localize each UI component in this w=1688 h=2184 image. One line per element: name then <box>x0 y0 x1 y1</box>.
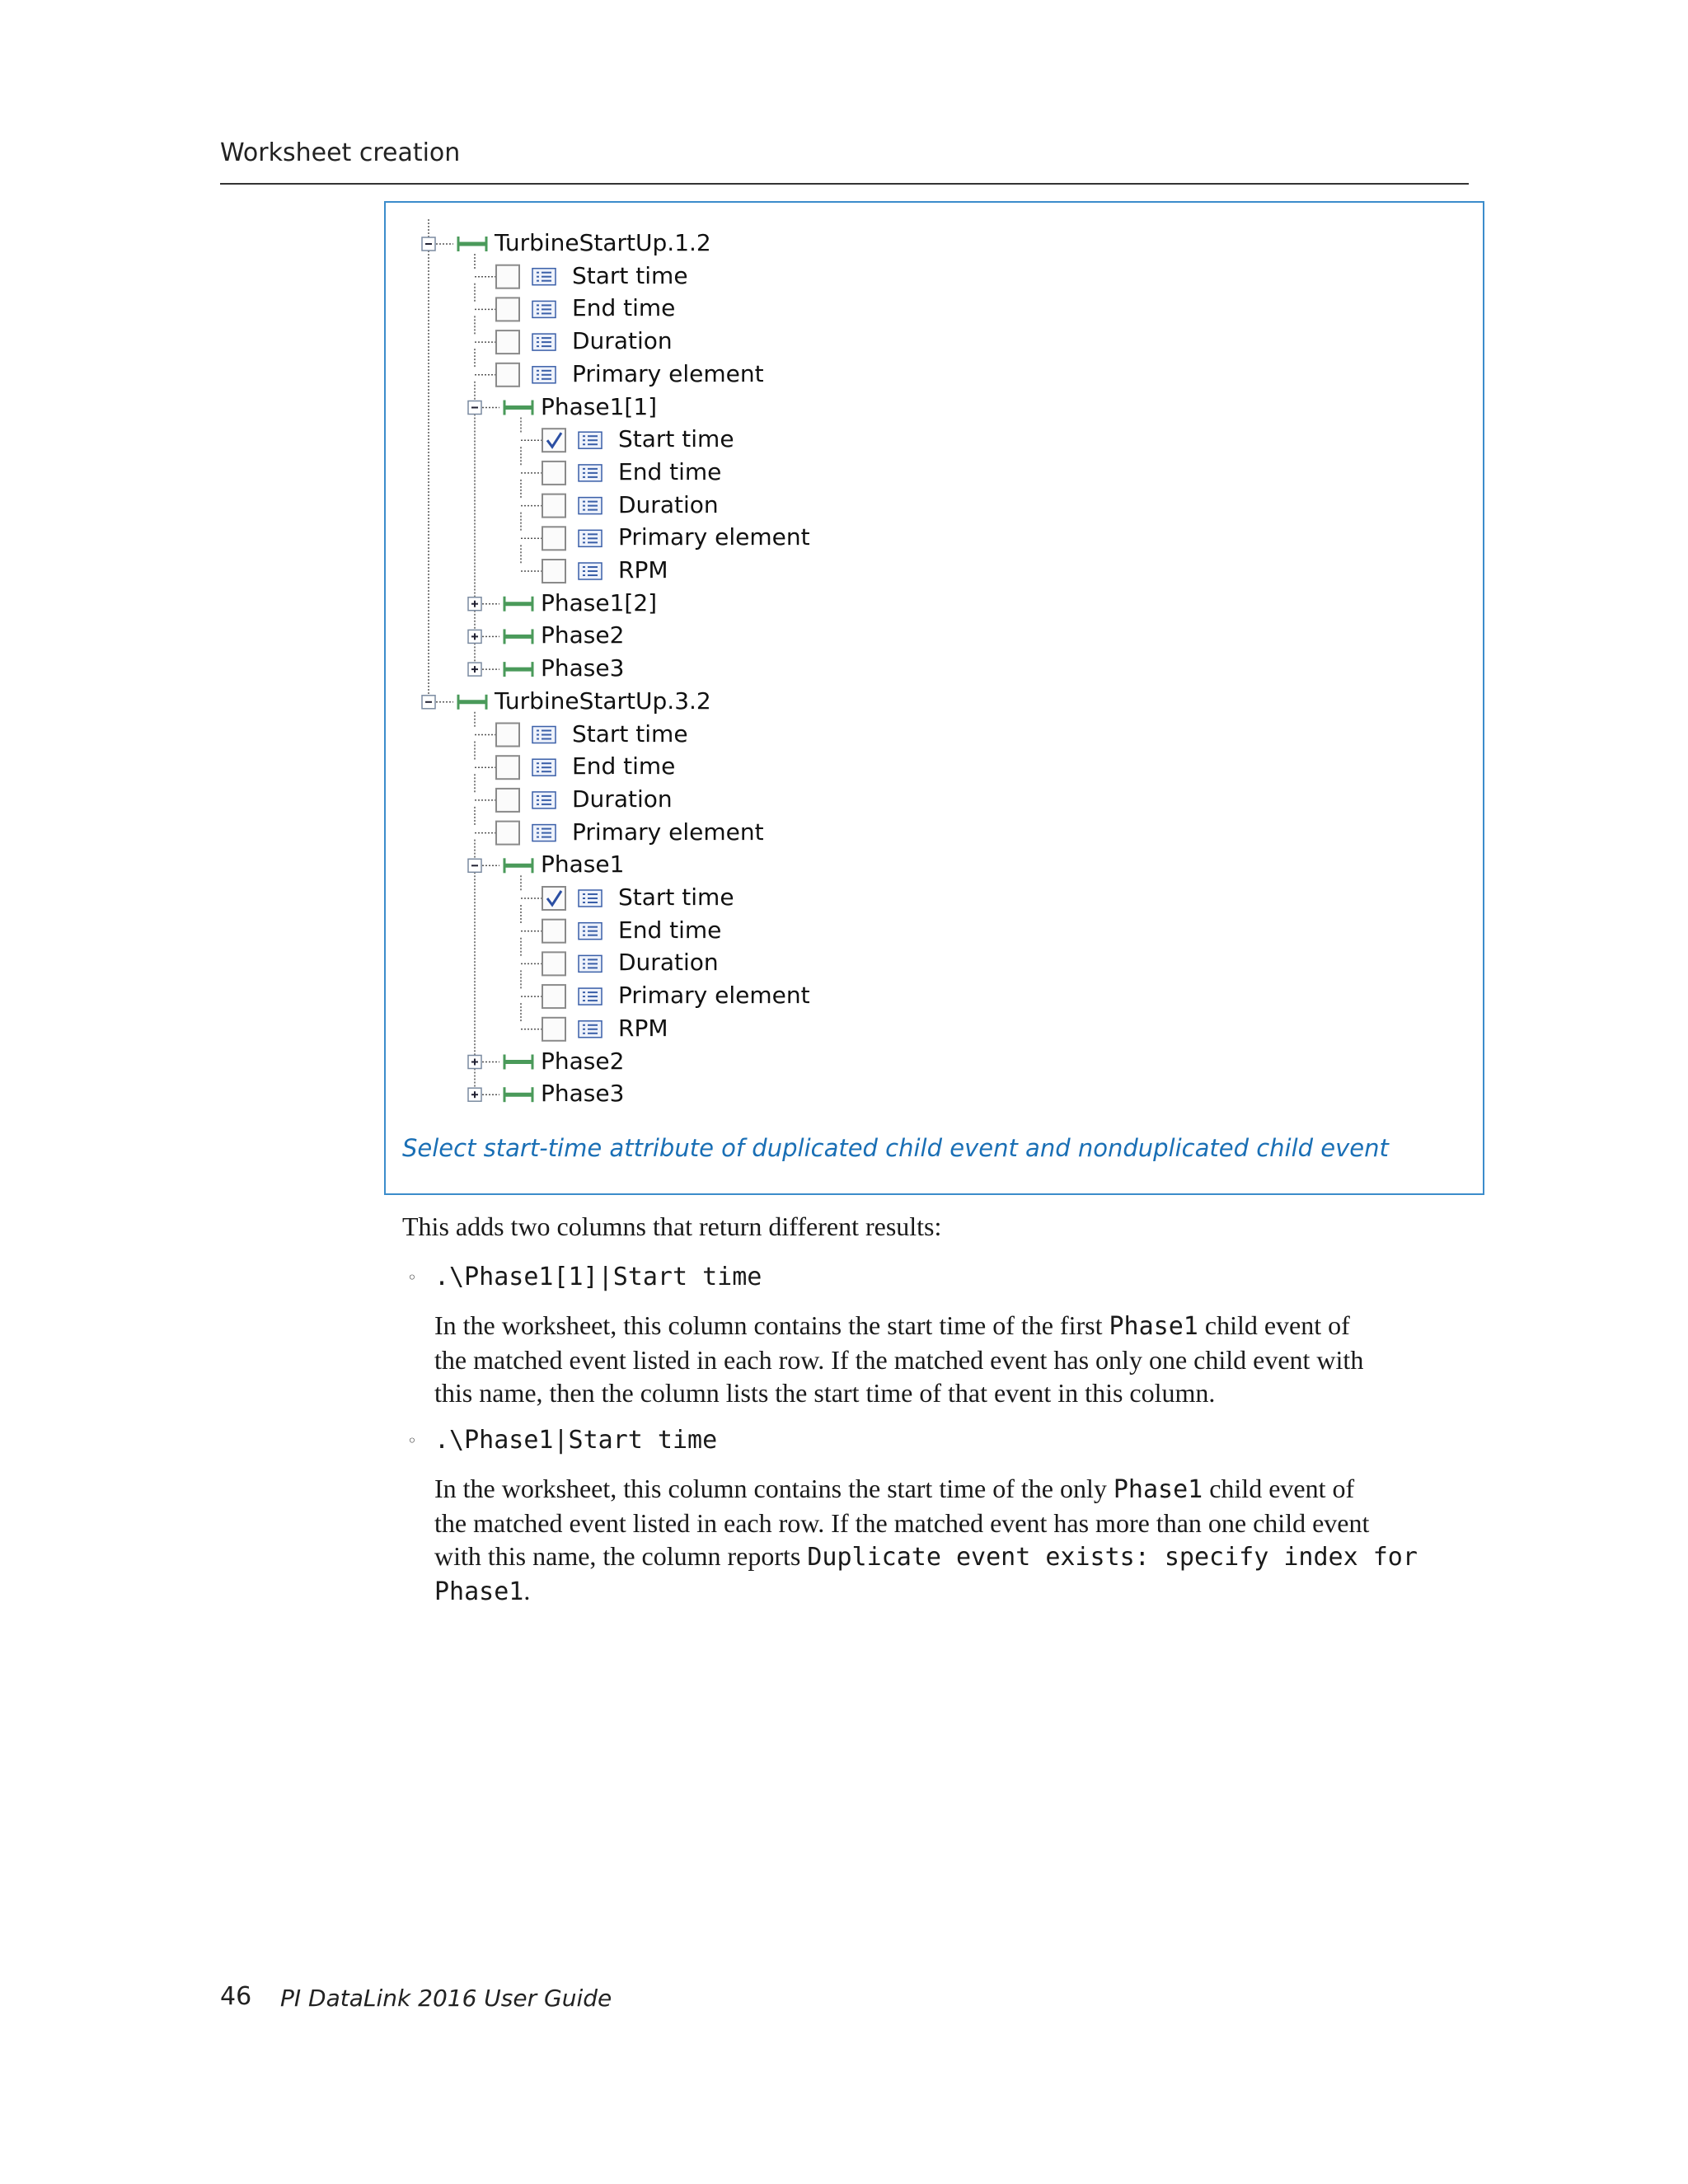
tree-event-label[interactable]: Phase1[2] <box>541 588 658 616</box>
attribute-checkbox <box>542 920 565 943</box>
tree-attribute-label[interactable]: Primary element <box>618 982 810 1010</box>
event-attribute-tree <box>386 203 1483 1193</box>
tree-attribute-label[interactable]: Primary element <box>572 818 764 846</box>
item2-desc-line1b: child event of <box>1203 1474 1355 1503</box>
tree-attribute-label[interactable]: Duration <box>572 327 673 355</box>
tree-attribute-label[interactable]: RPM <box>618 1014 668 1042</box>
intro-paragraph: This adds two columns that return different results: <box>402 1212 942 1241</box>
attribute-checkbox <box>496 298 519 321</box>
attribute-checkbox <box>542 494 565 518</box>
figure-caption: Select start-time attribute of duplicated child event and nonduplicated child event <box>402 1134 1389 1162</box>
item1-desc-line3: this name, then the column lists the start time of that event in this column. <box>434 1378 1216 1408</box>
figure-event-tree <box>384 201 1484 1195</box>
tree-attribute-label[interactable]: Start time <box>618 425 734 453</box>
bullet-circle-icon: ◦ <box>407 1268 417 1287</box>
tree-attribute-label[interactable]: RPM <box>618 556 668 583</box>
tree-attribute-label[interactable]: Duration <box>618 490 719 518</box>
header-divider <box>220 183 1469 185</box>
attribute-checkbox <box>496 724 519 747</box>
tree-attribute-label[interactable]: Primary element <box>618 523 810 551</box>
item1-desc-code: Phase1 <box>1109 1312 1198 1341</box>
attribute-checkbox <box>542 985 565 1008</box>
attribute-checkbox <box>496 330 519 354</box>
page-header-title: Worksheet creation <box>220 138 461 167</box>
tree-event-label[interactable]: Phase3 <box>541 1080 625 1108</box>
attribute-checkbox <box>542 462 565 485</box>
tree-event-label[interactable]: TurbineStartUp.3.2 <box>495 687 711 715</box>
item2-desc-line3a: with this name, the column reports <box>434 1541 808 1571</box>
tree-attribute-label[interactable]: Start time <box>618 883 734 911</box>
tree-event-label[interactable]: Phase1[1] <box>541 392 658 420</box>
item2-desc-code: Phase1 <box>1113 1475 1203 1504</box>
item2-code: .\Phase1|Start time <box>434 1426 718 1455</box>
attribute-checkbox <box>542 527 565 550</box>
item1-desc-line2: the matched event listed in each row. If the matched event has only one child event with <box>434 1345 1364 1375</box>
attribute-checkbox <box>542 429 565 452</box>
item2-desc-line3-code: Duplicate event exists: specify index for <box>807 1543 1418 1572</box>
attribute-checkbox <box>496 756 519 779</box>
tree-attribute-label[interactable]: End time <box>618 457 722 485</box>
item1-desc-line1a: In the worksheet, this column contains the start time of the first <box>434 1310 1109 1340</box>
item2-desc-line4-code: Phase1 <box>434 1577 524 1606</box>
tree-event-label[interactable]: Phase2 <box>541 621 625 649</box>
attribute-checkbox <box>496 789 519 812</box>
tree-attribute-label[interactable]: Start time <box>572 719 688 748</box>
tree-attribute-label[interactable]: Duration <box>618 949 719 977</box>
tree-attribute-label[interactable]: Duration <box>572 785 673 813</box>
footer-doc-title: PI DataLink 2016 User Guide <box>280 1985 612 2012</box>
item1-code: .\Phase1[1]|Start time <box>434 1263 762 1291</box>
tree-attribute-label[interactable]: End time <box>572 294 676 322</box>
attribute-checkbox <box>542 560 565 583</box>
tree-attribute-label[interactable]: End time <box>572 752 676 780</box>
tree-event-label[interactable]: TurbineStartUp.1.2 <box>495 229 711 256</box>
item2-desc-line1a: In the worksheet, this column contains the start time of the only <box>434 1474 1114 1503</box>
attribute-checkbox <box>496 265 519 288</box>
tree-event-label[interactable]: Phase1 <box>541 851 625 879</box>
tree-event-label[interactable]: Phase2 <box>541 1047 625 1075</box>
tree-attribute-label[interactable]: Start time <box>572 261 688 289</box>
item2-desc-line4b: . <box>523 1576 531 1605</box>
tree-event-label[interactable]: Phase3 <box>541 654 625 682</box>
attribute-checkbox <box>542 887 565 910</box>
attribute-checkbox <box>496 363 519 387</box>
attribute-checkbox <box>542 1018 565 1041</box>
item1-description <box>434 1309 1363 1409</box>
page-number: 46 <box>220 1982 252 2011</box>
tree-attribute-label[interactable]: Primary element <box>572 359 764 387</box>
attribute-checkbox <box>542 952 565 975</box>
item2-desc-line2: the matched event listed in each row. If the matched event has more than one child event <box>434 1508 1370 1538</box>
item1-desc-line1b: child event of <box>1198 1310 1350 1340</box>
tree-attribute-label[interactable]: End time <box>618 916 722 944</box>
item2-description <box>434 1472 1418 1609</box>
bullet-circle-icon: ◦ <box>407 1431 417 1451</box>
attribute-checkbox <box>496 822 519 845</box>
